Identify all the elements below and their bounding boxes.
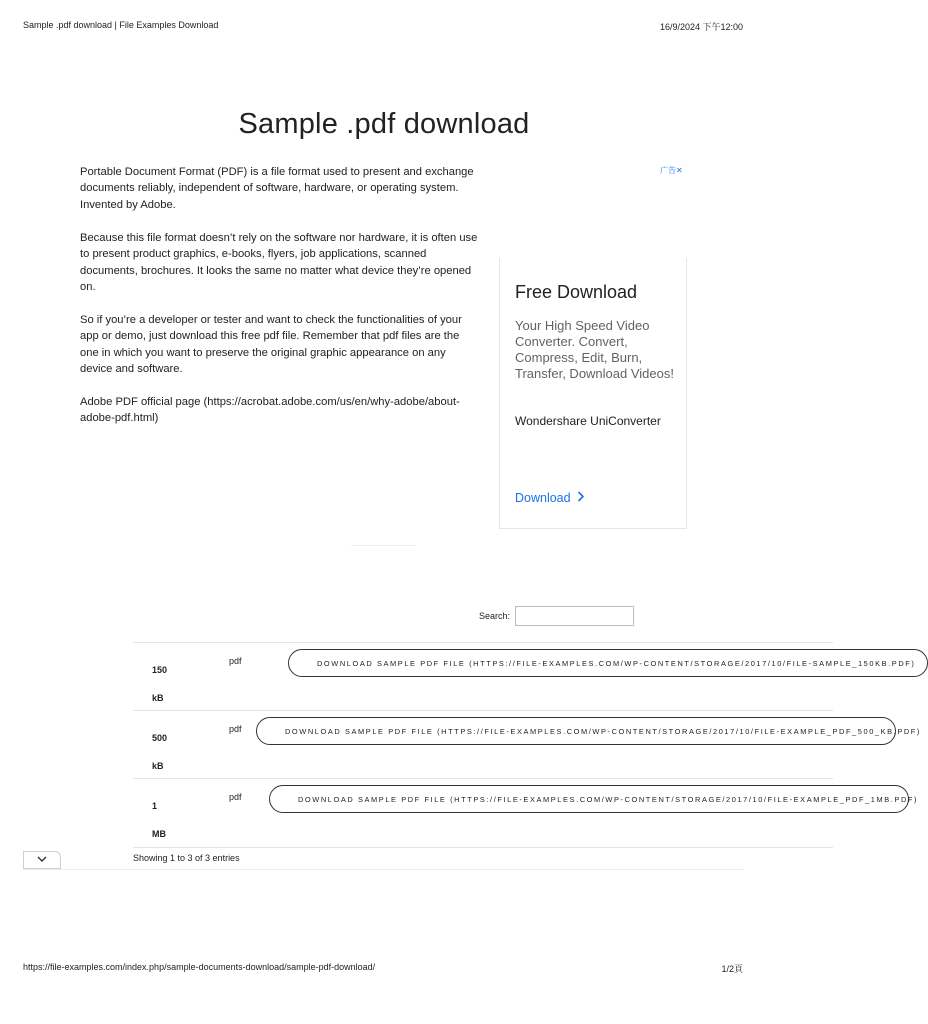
table-row [133,778,919,848]
ad-download-button[interactable] [515,490,585,505]
ad-download-label: Download [515,491,571,505]
table-info: Showing 1 to 3 of 3 entries [133,853,240,863]
print-header-datetime: 16/9/2024 下午12:00 [659,22,743,32]
search-input[interactable] [515,606,634,626]
ad-close-badge[interactable]: 广告✕ [660,166,683,175]
divider-line [23,869,744,870]
chevron-down-icon [37,854,47,866]
chevron-right-icon [577,490,585,505]
download-pdf-500kb-button[interactable]: DOWNLOAD SAMPLE PDF FILE (HTTPS://FILE-EXAMPLES.COM/WP-CONTENT/STORAGE/2017/10/FILE-EXAMPLE_PDF_500_KB.PDF) [256,717,896,745]
print-footer-url: https://file-examples.com/index.php/sample-documents-download/sample-pdf-download/ [23,962,376,972]
file-type: pdf [229,792,242,802]
ad-divider [351,545,416,546]
table-row [133,642,916,711]
collapse-toggle[interactable] [23,851,61,869]
file-type: pdf [229,656,242,666]
file-table [133,642,921,846]
file-type: pdf [229,724,242,734]
adobe-link-paragraph[interactable]: Adobe PDF official page (https://acrobat.adobe.com/us/en/why-adobe/about-adobe-pdf.html) [80,396,460,425]
intro-paragraph: Portable Document Format (PDF) is a file format used to present and exchange documents reliably, independent of software, hardware, or operating system. Invented by Adobe. [80,166,474,211]
format-paragraph: Because this file format doesn’t rely on the software nor hardware, it is often use to present product graphics, e-books, flyers, job applications, scanned documents, brochures. It looks the same no matter what device they’re opened on. [80,232,478,294]
ad-description: Your High Speed Video Converter. Convert, Compress, Edit, Burn, Transfer, Download Videos! [515,318,674,381]
download-pdf-1mb-button[interactable]: DOWNLOAD SAMPLE PDF FILE (HTTPS://FILE-EXAMPLES.COM/WP-CONTENT/STORAGE/2017/10/FILE-EXAMPLE_PDF_1MB.PDF) [269,785,909,813]
print-footer-page: 1/2頁 [721,964,743,974]
ad-title[interactable]: Free Download [515,282,638,302]
ad-brand: Wondershare UniConverter [515,414,661,428]
download-pdf-150kb-button[interactable]: DOWNLOAD SAMPLE PDF FILE (HTTPS://FILE-EXAMPLES.COM/WP-CONTENT/STORAGE/2017/10/FILE-SAMPLE_150KB.PDF) [288,649,928,677]
print-header-title: Sample .pdf download | File Examples Download [23,20,219,30]
file-size: 150 kB [152,665,168,703]
page-title: Sample .pdf download [238,108,530,140]
file-size: 500 kB [152,733,168,771]
table-row [133,710,921,779]
file-size: 1 MB [152,801,166,839]
search-label: Search: [479,611,511,621]
developer-paragraph: So if you’re a developer or tester and want to check the functionalities of your app or demo, just download this free pdf file. Remember that pdf files are the one in which you want to preserve the original graphic appearance on any device and software. [80,314,462,376]
